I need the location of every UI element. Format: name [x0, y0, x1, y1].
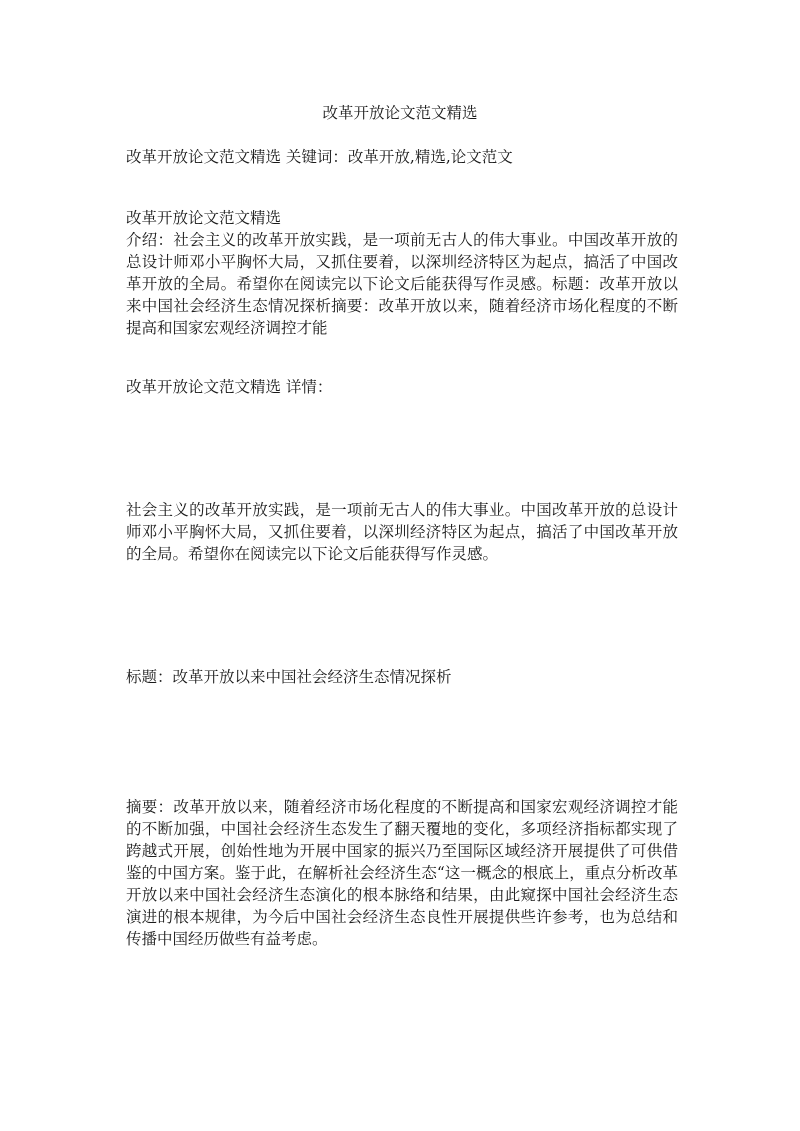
details-heading: 改革开放论文范文精选 详情：: [126, 378, 333, 396]
section-heading: 改革开放论文范文精选: [126, 209, 282, 227]
body-paragraph: 社会主义的改革开放实践，是一项前无古人的伟大事业。中国改革开放的总设计师邓小平胸怀大局，又抓住要着，以深圳经济特区为起点，搞活了中国改革开放的全局。希望你在阅读完以下论文后能获得写作灵感。: [126, 501, 678, 563]
article-title-line: 标题：改革开放以来中国社会经济生态情况探析: [126, 668, 452, 686]
abstract-paragraph: 摘要：改革开放以来，随着经济市场化程度的不断提高和国家宏观经济调控才能的不断加强，中国社会经济生态发生了翻天覆地的变化，多项经济指标都实现了跨越式开展，创始性地为开展中国家的振兴乃至国际区域经济开展提供了可供借鉴的中国方案。鉴于此，在解析社会经济生态“这一概念的根底上，重点分析改革开放以来中国社会经济生态演化的根本脉络和结果，由此窥探中国社会经济生态演进的根本规律，为今后中国社会经济生态良性开展提供些许参考，也为总结和传播中国经历做些有益考虑。: [126, 798, 678, 948]
document-title: 改革开放论文范文精选: [322, 104, 478, 122]
keywords-line: 改革开放论文范文精选 关键词：改革开放,精选,论文范文: [126, 148, 513, 166]
intro-paragraph: 介绍：社会主义的改革开放实践，是一项前无古人的伟大事业。中国改革开放的总设计师邓小平胸怀大局，又抓住要着，以深圳经济特区为起点，搞活了中国改革开放的全局。希望你在阅读完以下论文后能获得写作灵感。标题：改革开放以来中国社会经济生态情况探析摘要：改革开放以来，随着经济市场化程度的不断提高和国家宏观经济调控才能: [126, 231, 678, 337]
